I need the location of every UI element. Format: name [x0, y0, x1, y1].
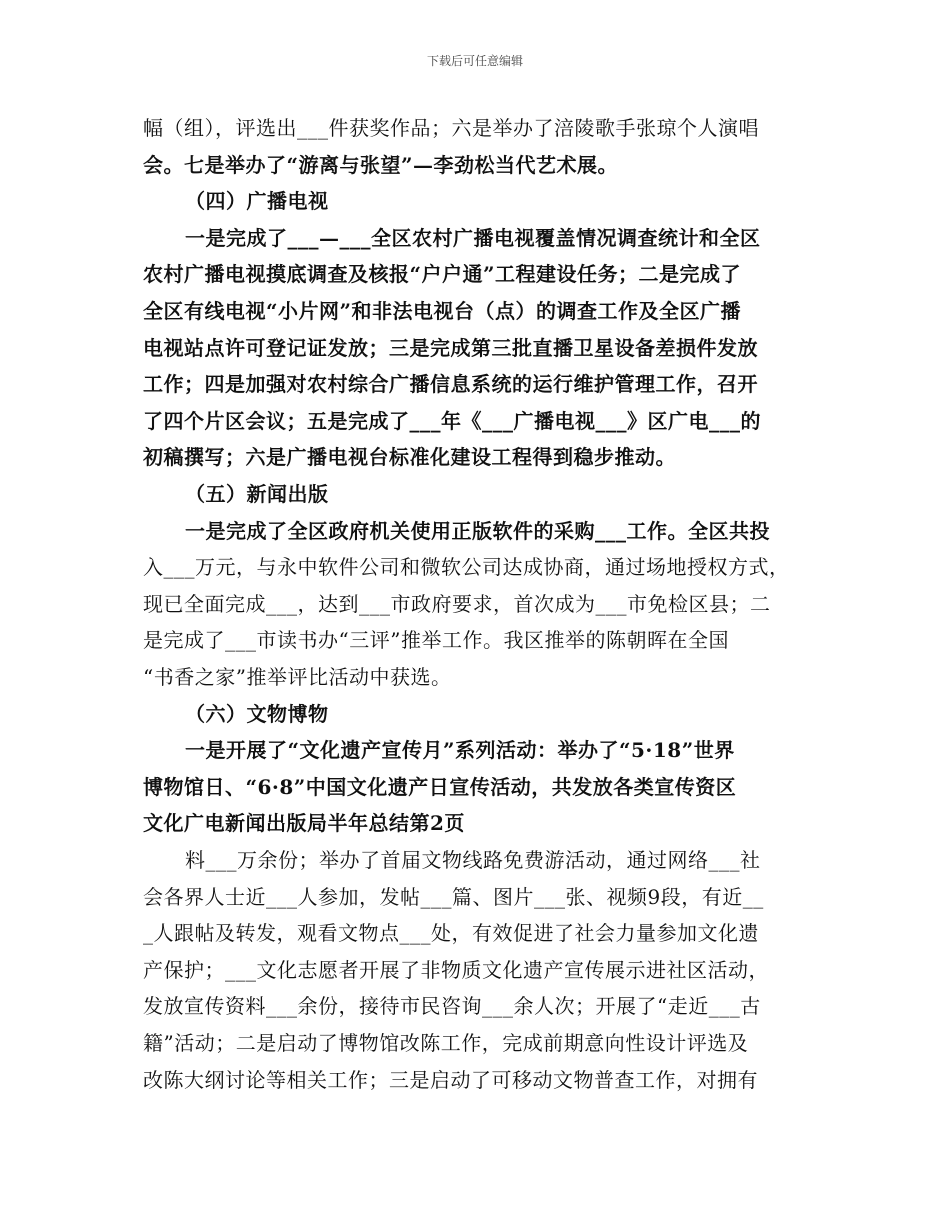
text-line: 产保护；___文化志愿者开展了非物质文化遗产宣传展示进社区活动，	[143, 957, 769, 982]
text-line: 入___万元，与永中软件公司和微软公司达成协商，通过场地授权方式，	[143, 555, 790, 580]
text-line: 博物馆日、“6·8”中国文化遗产日宣传活动，共发放各类宣传资区	[143, 774, 737, 799]
text-line: 会。七是举办了“游离与张望”—李劲松当代艺术展。	[143, 152, 619, 177]
text-line: 初稿撰写；六是广播电视台标准化建设工程得到稳步推动。	[143, 445, 676, 470]
text-line: 是完成了___市读书办“三评”推举工作。我区推举的陈朝晖在全国	[143, 628, 729, 653]
text-line: 一是完成了___—___全区农村广播电视覆盖情况调查统计和全区	[185, 225, 761, 250]
text-line: 文化广电新闻出版局半年总结第2页	[143, 811, 465, 836]
text-line: （四）广播电视	[185, 189, 329, 214]
text-line: 全区有线电视“小片网”和非法电视台（点）的调查工作及全区广播	[143, 299, 742, 323]
text-line: 料___万余份；举办了首届文物线路免费游活动，通过网络___社	[185, 848, 761, 872]
text-line: 幅（组），评选出___件获奖作品；六是举办了涪陵歌手张琼个人演唱	[143, 116, 759, 140]
text-line: 现已全面完成___，达到___市政府要求，首次成为___市免检区县；二	[143, 591, 771, 616]
text-line: （五）新闻出版	[185, 482, 329, 506]
text-line: 电视站点许可登记证发放；三是完成第三批直播卫星设备差损件发放	[143, 335, 758, 360]
text-line: 工作；四是加强对农村综合广播信息系统的运行维护管理工作，召开	[143, 372, 758, 397]
text-line: 农村广播电视摸底调查及核报“户户通”工程建设任务；二是完成了	[143, 262, 742, 287]
page-header: 下载后可任意编辑	[426, 54, 523, 68]
text-line: 一是完成了全区政府机关使用正版软件的采购___工作。全区共投	[185, 518, 770, 543]
text-line: 一是开展了“文化遗产宣传月”系列活动：举办了“5·18”世界	[185, 738, 735, 763]
text-line: （六）文物博物	[185, 701, 329, 726]
text-line: 了四个片区会议；五是完成了___年《___广播电视___》区广电___的	[143, 408, 761, 433]
text-line: 发放宣传资料___余份，接待市民咨询___余人次；开展了“走近___古	[143, 994, 761, 1019]
text-line: 籍”活动；二是启动了博物馆改陈工作，完成前期意向性设计评选及	[143, 1031, 749, 1055]
text-line: “书香之家”推举评比活动中获选。	[143, 665, 452, 689]
text-line: _人跟帖及转发，观看文物点___处，有效促进了社会力量参加文化遗	[143, 921, 759, 946]
text-line: 改陈大纲讨论等相关工作；三是启动了可移动文物普查工作，对拥有	[143, 1067, 758, 1092]
text-line: 会各界人士近___人参加，发帖___篇、图片___张、视频9段，有近__	[143, 884, 764, 909]
